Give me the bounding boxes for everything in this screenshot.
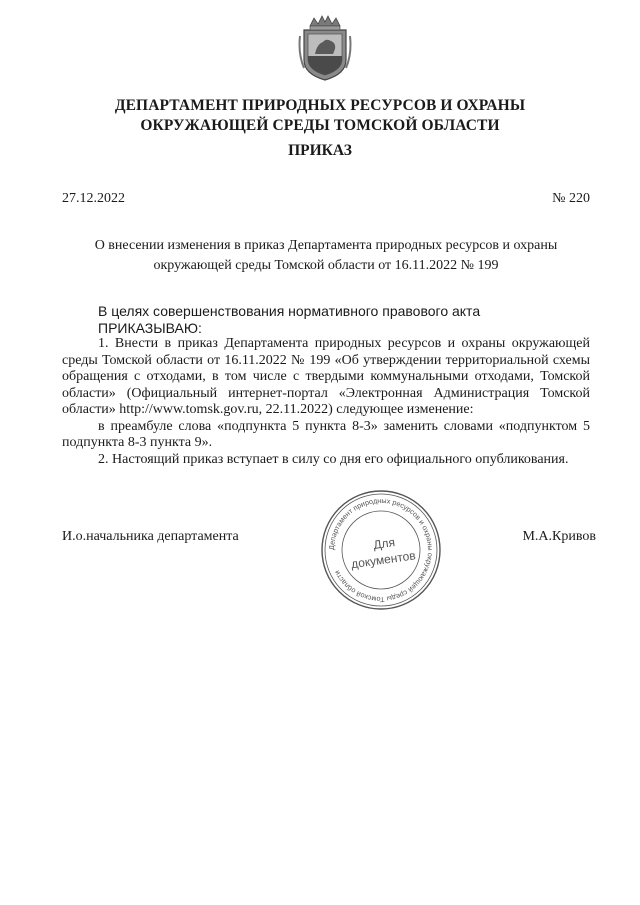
stamp-ring-text: Департамент природных ресурсов и охраны окружающей среды Томской области bbox=[326, 495, 436, 605]
stamp-center-line2: документов bbox=[350, 548, 417, 572]
signer-title: И.о.начальника департамента bbox=[62, 529, 239, 544]
department-name bbox=[0, 96, 640, 136]
document-type: ПРИКАЗ bbox=[288, 142, 352, 159]
official-stamp bbox=[319, 488, 443, 612]
order-item-1: 1. Внести в приказ Департамента природных ресурсов и охраны окружающей среды Томской области от 16.11.2022 № 199 «Об утверждении территориальной схемы обращения с отходами, в том числе с твердыми коммунальными отходами, Томской области» (Официальный интернет-портал «Электронная Администрация Томской области» http://www.tomsk.gov.ru, 22.11.2022) следующее изменение: bbox=[62, 336, 590, 417]
order-subject-line2: окружающей среды Томской области от 16.11.2022 № 199 bbox=[153, 258, 499, 273]
order-subject bbox=[62, 236, 590, 276]
order-subject-line1: О внесении изменения в приказ Департамента природных ресурсов и охраны bbox=[94, 238, 558, 253]
order-number: № 220 bbox=[552, 191, 590, 206]
order-item-2: 2. Настоящий приказ вступает в силу со дня его официального опубликования. bbox=[98, 451, 569, 467]
department-name-line2: ОКРУЖАЮЩЕЙ СРЕДЫ ТОМСКОЙ ОБЛАСТИ bbox=[140, 117, 500, 134]
preamble-text: В целях совершенствования нормативного правового акта bbox=[98, 303, 481, 319]
order-item-1-change: в преамбуле слова «подпункта 5 пункта 8-3» заменить словами «подпунктом 5 подпункта 8-3 пункта 9». bbox=[62, 418, 590, 450]
order-directive: ПРИКАЗЫВАЮ: bbox=[98, 319, 202, 336]
department-name-line1: ДЕПАРТАМЕНТ ПРИРОДНЫХ РЕСУРСОВ И ОХРАНЫ bbox=[114, 97, 526, 114]
signer-name: М.А.Кривов bbox=[522, 529, 596, 544]
order-date: 27.12.2022 bbox=[62, 191, 125, 206]
order-body bbox=[62, 303, 590, 468]
stamp-center-line1: Для bbox=[372, 535, 396, 552]
coat-of-arms-icon bbox=[298, 14, 352, 84]
